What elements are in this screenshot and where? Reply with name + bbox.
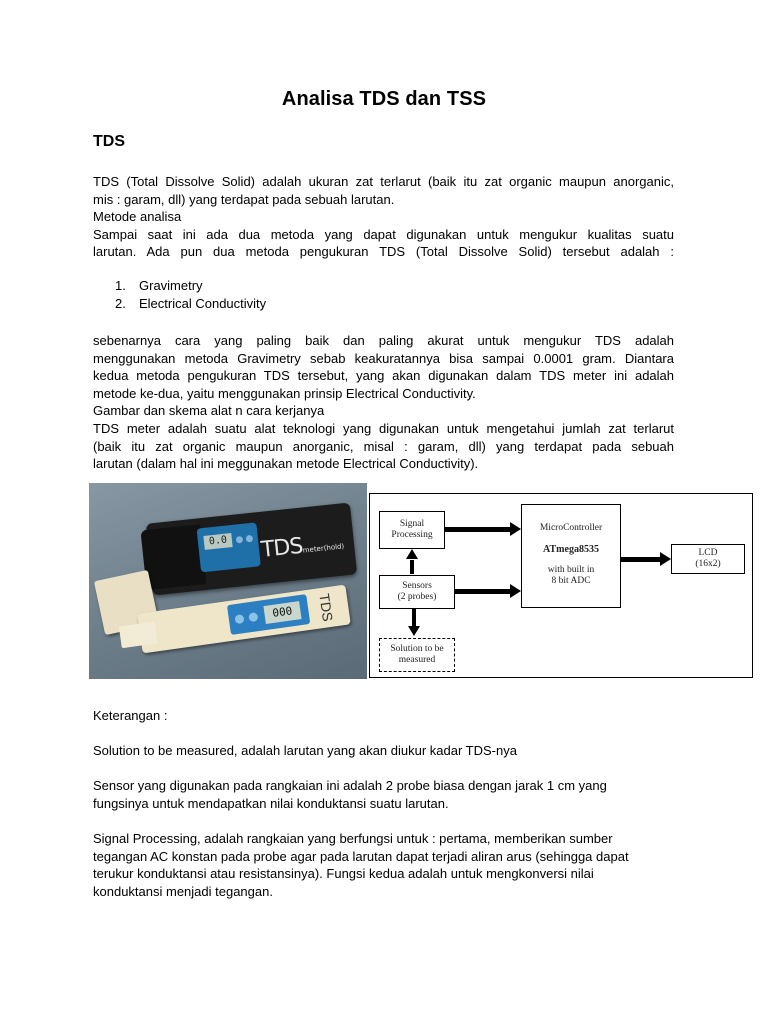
note-sensor — [93, 777, 674, 812]
text-line: (baik itu zat organic maupun anorganic, misal : garam, dll) yang terdapat pada sebuah — [93, 438, 674, 454]
signal-processing-box: Signal Processing — [379, 511, 445, 549]
solution-box: Solution to be measured — [379, 638, 455, 672]
arrow-sensors-to-signal — [410, 560, 414, 574]
block-diagram — [369, 493, 753, 678]
text-line: Solution to be measured, adalah larutan yang akan diukur kadar TDS-nya — [93, 743, 517, 758]
arrow-solution-to-sensors — [412, 609, 416, 627]
list-number: 1. — [115, 278, 126, 293]
pouch-brand: TDSmeter(hold) — [259, 533, 345, 563]
pouch-lcd: 0.0 — [203, 533, 232, 550]
section-heading: TDS — [93, 133, 125, 150]
note-signal-processing — [93, 830, 674, 900]
text-line: tegangan AC konstan pada probe agar pada larutan dapat terjadi aliran arus (sehingga dapat — [93, 848, 629, 864]
microcontroller-box: MicroController ATmega8535 with built in 8 bit ADC — [521, 504, 621, 608]
text-line: larutan (dalam hal ini meggunakan metode Electrical Conductivity). — [93, 456, 479, 472]
text-line: mis : garam, dll) yang terdapat pada sebuah larutan. — [93, 191, 395, 207]
text-line: Sensor yang digunakan pada rangkaian ini adalah 2 probe biasa dengan jarak 1 cm yang — [93, 778, 607, 793]
text-line: TDS meter adalah suatu alat teknologi yang digunakan untuk mengetahui jumlah zat terlarut — [93, 420, 674, 436]
gambar-label: Gambar dan skema alat n cara kerjanya — [93, 403, 325, 419]
note-solution — [93, 742, 674, 760]
list-label: Electrical Conductivity — [139, 296, 267, 311]
arrow-signal-to-mcu — [445, 527, 511, 532]
text-line: Signal Processing, adalah rangkaian yang berfungsi untuk : pertama, memberikan sumber — [93, 831, 613, 846]
text-line: konduktansi menjadi tegangan. — [93, 883, 273, 899]
paragraph-explanation — [93, 332, 674, 473]
meter-lcd: 000 — [263, 601, 301, 624]
metode-label: Metode analisa — [93, 209, 182, 225]
text-line: fungsinya untuk mendapatkan nilai konduktansi suatu larutan. — [93, 795, 449, 811]
text-line: menggunakan metoda Gravimetry sebab keakuratannya bisa sampai 0.0001 gram. Diantara — [93, 350, 674, 366]
list-number: 2. — [115, 296, 126, 311]
sensors-box: Sensors (2 probes) — [379, 575, 455, 609]
keterangan-label: Keterangan : — [93, 708, 168, 723]
text-line: larutan. Ada pun dua metoda pengukuran TDS (Total Dissolve Solid) tersebut adalah : — [93, 244, 674, 260]
arrow-mcu-to-lcd — [621, 557, 661, 562]
text-line: Sampai saat ini ada dua metoda yang dapat digunakan untuk mengukur kualitas suatu — [93, 226, 674, 242]
meter-label: TDS — [316, 592, 337, 623]
text-line: TDS (Total Dissolve Solid) adalah ukuran zat terlarut (baik itu zat organic maupun anorganic, — [93, 174, 674, 189]
text-line: metode ke-dua, yaitu menggunakan prinsip Electrical Conductivity. — [93, 385, 476, 401]
list-item — [93, 295, 266, 313]
paragraph-definition — [93, 173, 674, 261]
list-item — [93, 277, 266, 295]
tds-meter-photo — [89, 483, 367, 679]
lcd-box: LCD (16x2) — [671, 544, 745, 574]
arrow-sensors-to-mcu — [455, 589, 511, 594]
methods-list — [93, 277, 266, 313]
text-line: terukur konduktansi atau resistansinya). Fungsi kedua adalah untuk mengkonversi nilai — [93, 866, 594, 882]
text-line: kedua metoda pengukuran TDS tersebut, yang akan digunakan dalam TDS meter ini adalah — [93, 368, 674, 384]
page-title: Analisa TDS dan TSS — [281, 88, 487, 110]
list-label: Gravimetry — [139, 278, 203, 293]
text-line: sebenarnya cara yang paling baik dan paling akurat untuk mengukur TDS adalah — [93, 333, 674, 348]
